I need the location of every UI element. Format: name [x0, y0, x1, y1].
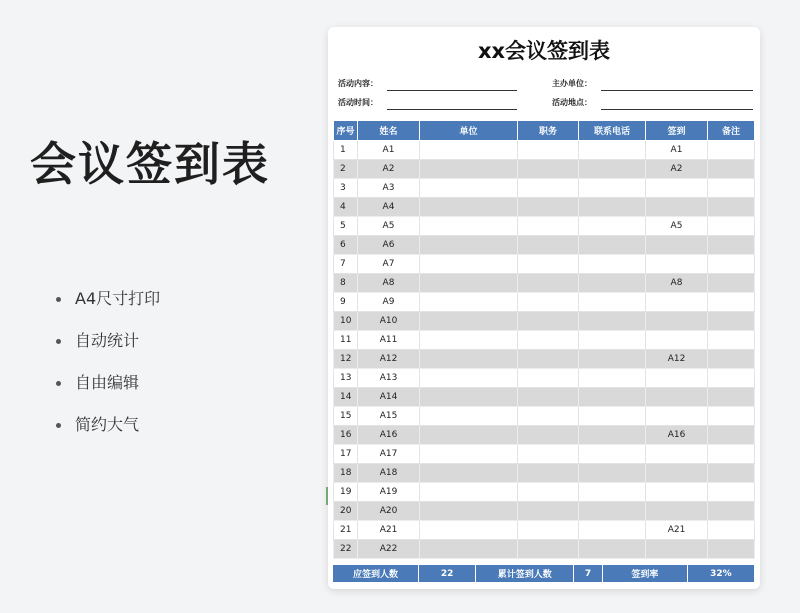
table-row	[334, 426, 755, 445]
no-cell[interactable]: 3	[334, 179, 358, 198]
name-cell[interactable]: A21	[358, 521, 420, 540]
sign-cell[interactable]: A1	[646, 141, 708, 160]
phone-cell[interactable]	[579, 255, 646, 274]
name-cell[interactable]: A8	[358, 274, 420, 293]
unit-cell[interactable]	[420, 521, 518, 540]
phone-cell[interactable]	[579, 540, 646, 559]
name-cell[interactable]: A6	[358, 236, 420, 255]
sign-cell[interactable]	[646, 445, 708, 464]
table-header-row	[334, 121, 755, 141]
sign-cell[interactable]	[646, 255, 708, 274]
phone-cell[interactable]	[579, 464, 646, 483]
sign-cell[interactable]: A8	[646, 274, 708, 293]
remark-cell[interactable]	[708, 217, 755, 236]
name-cell[interactable]: A22	[358, 540, 420, 559]
sign-cell[interactable]	[646, 331, 708, 350]
no-cell[interactable]: 1	[334, 141, 358, 160]
no-cell[interactable]: 17	[334, 445, 358, 464]
remark-cell[interactable]	[708, 426, 755, 445]
no-cell[interactable]: 19	[334, 483, 358, 502]
position-cell[interactable]	[518, 217, 579, 236]
position-cell[interactable]	[518, 236, 579, 255]
sign-cell[interactable]	[646, 179, 708, 198]
name-cell[interactable]: A7	[358, 255, 420, 274]
unit-cell[interactable]	[420, 160, 518, 179]
sign-cell[interactable]	[646, 407, 708, 426]
sheet-title: xx会议签到表	[477, 39, 611, 63]
position-cell[interactable]	[518, 521, 579, 540]
no-cell[interactable]: 6	[334, 236, 358, 255]
sign-cell[interactable]	[646, 293, 708, 312]
summary-signed-label: 累计签到人数	[476, 565, 574, 582]
no-cell[interactable]: 14	[334, 388, 358, 407]
remark-cell[interactable]	[708, 369, 755, 388]
unit-cell[interactable]	[420, 483, 518, 502]
phone-cell[interactable]	[579, 179, 646, 198]
info-place-label: 活动地点：	[552, 98, 592, 107]
unit-cell[interactable]	[420, 217, 518, 236]
position-cell[interactable]	[518, 312, 579, 331]
info-content	[338, 78, 378, 89]
no-cell[interactable]: 15	[334, 407, 358, 426]
phone-cell[interactable]	[579, 426, 646, 445]
sign-cell[interactable]	[646, 502, 708, 521]
feature-list	[56, 287, 160, 455]
no-cell[interactable]: 8	[334, 274, 358, 293]
remark-cell[interactable]	[708, 521, 755, 540]
position-cell[interactable]	[518, 540, 579, 559]
no-cell[interactable]: 12	[334, 350, 358, 369]
name-cell[interactable]: A15	[358, 407, 420, 426]
summary-should-value: 22	[419, 565, 476, 582]
unit-cell[interactable]	[420, 198, 518, 217]
no-cell[interactable]: 18	[334, 464, 358, 483]
no-cell[interactable]: 10	[334, 312, 358, 331]
unit-cell[interactable]	[420, 312, 518, 331]
remark-cell[interactable]	[708, 179, 755, 198]
feature-item	[56, 371, 160, 413]
info-host-label: 主办单位：	[552, 79, 592, 88]
name-cell[interactable]: A5	[358, 217, 420, 236]
column-header: 姓名	[358, 121, 420, 141]
remark-cell[interactable]	[708, 312, 755, 331]
name-cell[interactable]: A18	[358, 464, 420, 483]
table-row	[334, 445, 755, 464]
remark-cell[interactable]	[708, 350, 755, 369]
sign-cell[interactable]	[646, 540, 708, 559]
position-cell[interactable]	[518, 179, 579, 198]
name-cell[interactable]: A11	[358, 331, 420, 350]
phone-cell[interactable]	[579, 445, 646, 464]
phone-cell[interactable]	[579, 483, 646, 502]
unit-cell[interactable]	[420, 407, 518, 426]
bullet-icon	[56, 339, 61, 344]
no-cell[interactable]: 21	[334, 521, 358, 540]
unit-cell[interactable]	[420, 331, 518, 350]
phone-cell[interactable]	[579, 198, 646, 217]
unit-cell[interactable]	[420, 179, 518, 198]
page-title: 会议签到表	[30, 137, 270, 191]
info-time	[338, 97, 378, 108]
position-cell[interactable]	[518, 483, 579, 502]
remark-cell[interactable]	[708, 331, 755, 350]
name-cell[interactable]: A20	[358, 502, 420, 521]
unit-cell[interactable]	[420, 141, 518, 160]
remark-cell[interactable]	[708, 141, 755, 160]
remark-cell[interactable]	[708, 483, 755, 502]
position-cell[interactable]	[518, 369, 579, 388]
unit-cell[interactable]	[420, 445, 518, 464]
info-host	[552, 78, 592, 89]
position-cell[interactable]	[518, 293, 579, 312]
phone-cell[interactable]	[579, 369, 646, 388]
bullet-icon	[56, 297, 61, 302]
summary-rate-label: 签到率	[603, 565, 688, 582]
name-cell[interactable]: A4	[358, 198, 420, 217]
unit-cell[interactable]	[420, 369, 518, 388]
column-header: 职务	[518, 121, 579, 141]
no-cell[interactable]: 22	[334, 540, 358, 559]
sign-cell[interactable]	[646, 464, 708, 483]
phone-cell[interactable]	[579, 350, 646, 369]
unit-cell[interactable]	[420, 426, 518, 445]
no-cell[interactable]: 4	[334, 198, 358, 217]
feature-label: A4尺寸打印	[75, 289, 161, 308]
no-cell[interactable]: 11	[334, 331, 358, 350]
remark-cell[interactable]	[708, 160, 755, 179]
info-place	[552, 97, 592, 108]
remark-cell[interactable]	[708, 407, 755, 426]
position-cell[interactable]	[518, 331, 579, 350]
no-cell[interactable]: 13	[334, 369, 358, 388]
phone-cell[interactable]	[579, 407, 646, 426]
position-cell[interactable]	[518, 426, 579, 445]
sign-cell[interactable]	[646, 198, 708, 217]
phone-cell[interactable]	[579, 521, 646, 540]
column-header: 联系电话	[579, 121, 646, 141]
name-cell[interactable]: A17	[358, 445, 420, 464]
summary-signed-value: 7	[574, 565, 603, 582]
phone-cell[interactable]	[579, 160, 646, 179]
name-cell[interactable]: A14	[358, 388, 420, 407]
remark-cell[interactable]	[708, 274, 755, 293]
table-row	[334, 540, 755, 559]
phone-cell[interactable]	[579, 217, 646, 236]
name-cell[interactable]: A1	[358, 141, 420, 160]
name-cell[interactable]: A2	[358, 160, 420, 179]
name-cell[interactable]: A3	[358, 179, 420, 198]
feature-item	[56, 287, 160, 329]
position-cell[interactable]	[518, 198, 579, 217]
position-cell[interactable]	[518, 274, 579, 293]
name-cell[interactable]: A9	[358, 293, 420, 312]
unit-cell[interactable]	[420, 350, 518, 369]
table-row	[334, 236, 755, 255]
table-row	[334, 198, 755, 217]
table-row	[334, 369, 755, 388]
remark-cell[interactable]	[708, 540, 755, 559]
summary-rate-value: 32%	[710, 568, 732, 579]
sign-cell[interactable]: A2	[646, 160, 708, 179]
phone-cell[interactable]	[579, 388, 646, 407]
phone-cell[interactable]	[579, 274, 646, 293]
phone-cell[interactable]	[579, 141, 646, 160]
remark-cell[interactable]	[708, 198, 755, 217]
phone-cell[interactable]	[579, 502, 646, 521]
table-row	[334, 464, 755, 483]
unit-cell[interactable]	[420, 255, 518, 274]
position-cell[interactable]	[518, 407, 579, 426]
table-row	[334, 502, 755, 521]
sign-cell[interactable]	[646, 236, 708, 255]
feature-label: 简约大气	[75, 415, 140, 434]
table-row	[334, 331, 755, 350]
remark-cell[interactable]	[708, 236, 755, 255]
no-cell[interactable]: 7	[334, 255, 358, 274]
table-row	[334, 160, 755, 179]
no-cell[interactable]: 5	[334, 217, 358, 236]
no-cell[interactable]: 9	[334, 293, 358, 312]
summary-should-label: 应签到人数	[333, 565, 419, 582]
position-cell[interactable]	[518, 388, 579, 407]
column-header: 序号	[334, 121, 358, 141]
table-row	[334, 217, 755, 236]
no-cell[interactable]: 2	[334, 160, 358, 179]
position-cell[interactable]	[518, 502, 579, 521]
column-header: 单位	[420, 121, 518, 141]
bullet-icon	[56, 423, 61, 428]
unit-cell[interactable]	[420, 236, 518, 255]
name-cell[interactable]: A10	[358, 312, 420, 331]
remark-cell[interactable]	[708, 464, 755, 483]
table-row	[334, 407, 755, 426]
info-time-label: 活动时间：	[338, 98, 378, 107]
position-cell[interactable]	[518, 255, 579, 274]
column-header: 签到	[646, 121, 708, 141]
sign-cell[interactable]	[646, 388, 708, 407]
sign-cell[interactable]	[646, 369, 708, 388]
table-row	[334, 179, 755, 198]
name-cell[interactable]: A16	[358, 426, 420, 445]
feature-item	[56, 329, 160, 371]
table-row	[334, 483, 755, 502]
sign-in-sheet	[328, 27, 760, 589]
table-row	[334, 388, 755, 407]
sign-cell[interactable]: A21	[646, 521, 708, 540]
phone-cell[interactable]	[579, 293, 646, 312]
sign-cell[interactable]: A16	[646, 426, 708, 445]
position-cell[interactable]	[518, 350, 579, 369]
phone-cell[interactable]	[579, 312, 646, 331]
table-row	[334, 312, 755, 331]
name-cell[interactable]: A12	[358, 350, 420, 369]
unit-cell[interactable]	[420, 540, 518, 559]
unit-cell[interactable]	[420, 388, 518, 407]
position-cell[interactable]	[518, 141, 579, 160]
sign-cell[interactable]	[646, 483, 708, 502]
remark-cell[interactable]	[708, 255, 755, 274]
remark-cell[interactable]	[708, 502, 755, 521]
table-row	[334, 293, 755, 312]
position-cell[interactable]	[518, 160, 579, 179]
feature-label: 自动统计	[75, 331, 140, 350]
unit-cell[interactable]	[420, 274, 518, 293]
info-content-label: 活动内容：	[338, 79, 378, 88]
table-row	[334, 255, 755, 274]
column-header: 备注	[708, 121, 755, 141]
sign-cell[interactable]: A12	[646, 350, 708, 369]
feature-label: 自由编辑	[75, 373, 140, 392]
table-row	[334, 274, 755, 293]
bullet-icon	[56, 381, 61, 386]
summary-row	[333, 565, 754, 582]
unit-cell[interactable]	[420, 502, 518, 521]
remark-cell[interactable]	[708, 388, 755, 407]
unit-cell[interactable]	[420, 464, 518, 483]
table-row	[334, 521, 755, 540]
no-cell[interactable]: 16	[334, 426, 358, 445]
table-row	[334, 350, 755, 369]
name-cell[interactable]: A13	[358, 369, 420, 388]
position-cell[interactable]	[518, 464, 579, 483]
remark-cell[interactable]	[708, 445, 755, 464]
remark-cell[interactable]	[708, 293, 755, 312]
phone-cell[interactable]	[579, 236, 646, 255]
no-cell[interactable]: 20	[334, 502, 358, 521]
sign-cell[interactable]: A5	[646, 217, 708, 236]
sign-cell[interactable]	[646, 312, 708, 331]
phone-cell[interactable]	[579, 331, 646, 350]
table-row	[334, 141, 755, 160]
name-cell[interactable]: A19	[358, 483, 420, 502]
roster-table	[333, 120, 755, 559]
feature-item	[56, 413, 160, 455]
position-cell[interactable]	[518, 445, 579, 464]
unit-cell[interactable]	[420, 293, 518, 312]
